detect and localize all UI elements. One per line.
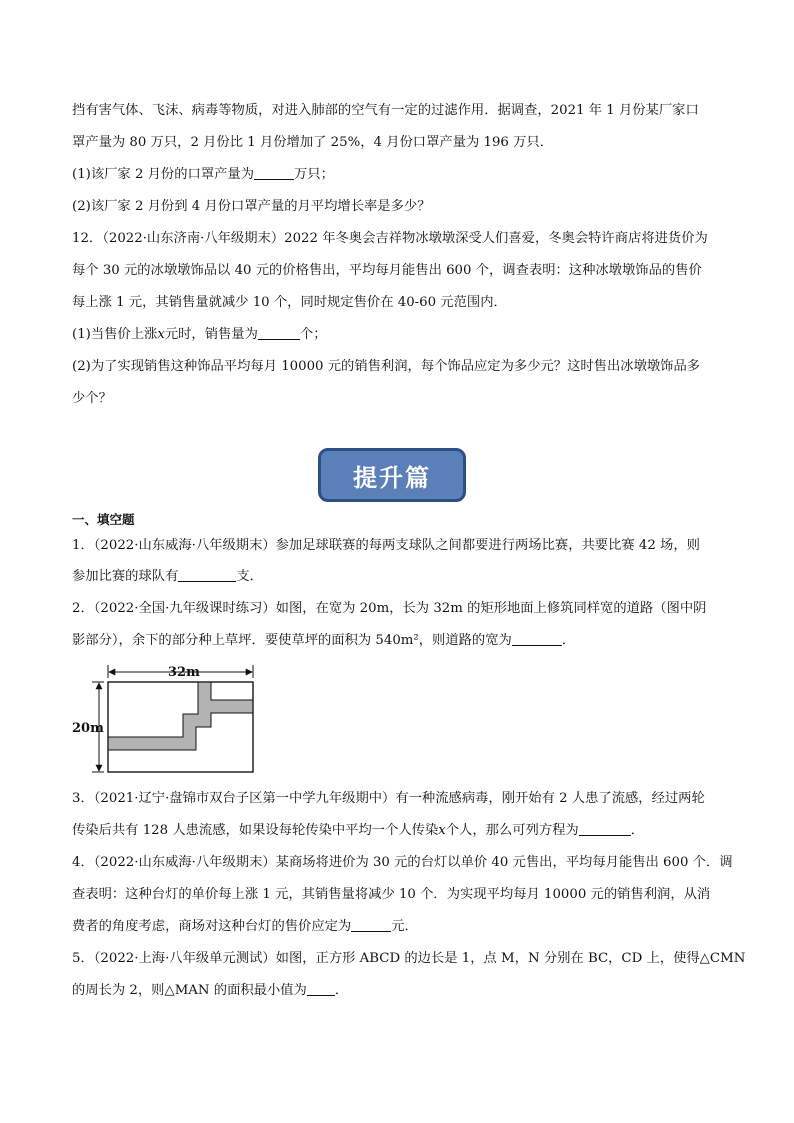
answer-blank (258, 327, 300, 340)
question-text: 参加比赛的球队有 (72, 569, 179, 584)
intro-question-2: (2)该厂家 2 月份到 4 月份口罩产量的月平均增长率是多少？ (72, 199, 431, 214)
problem-12-line-1: 12．（2022·山东济南·八年级期末）2022 年冬奥会吉祥物冰墩墩深受人们喜爱，冬奥会特许商店将进货价为 (72, 231, 708, 246)
problem-1-line-2 (72, 569, 263, 585)
answer-blank (512, 633, 562, 646)
problem-5-line-2 (72, 983, 348, 999)
height-label: 20m (72, 721, 104, 736)
question-text: ． (334, 983, 349, 998)
road-diagram (72, 660, 262, 778)
problem-4-line-3 (72, 919, 418, 935)
problem-2-line-1: 2．（2022·全国·九年级课时练习）如图，在宽为 20m，长为 32m 的矩形地面上修筑同样宽的道路（图中阴 (72, 601, 707, 616)
question-text: 个； (299, 327, 327, 342)
problem-12-question-1 (72, 327, 327, 343)
problem-12-line-2: 每个 30 元的冰墩墩饰品以 40 元的价格售出，平均每月能售出 600 个，调查表明：这种冰墩墩饰品的售价 (72, 263, 702, 278)
problem-12-line-3: 每上涨 1 元，其销售量就减少 10 个，同时规定售价在 40-60 元范围内． (72, 295, 507, 310)
answer-blank (579, 823, 631, 836)
problem-4-line-1: 4．（2022·山东威海·八年级期末）某商场将进价为 30 元的台灯以单价 40 元售出，平均每月能售出 600 个．调 (72, 855, 733, 870)
question-text: 万只； (294, 167, 334, 182)
answer-blank (178, 569, 236, 582)
banner-label: 提升篇 (353, 463, 431, 492)
answer-blank (351, 919, 391, 932)
intro-question-1 (72, 167, 334, 183)
question-text: 支． (236, 569, 263, 584)
intro-line-2: 罩产量为 80 万只，2 月份比 1 月份增加了 25%，4 月份口罩产量为 196 万只． (72, 135, 553, 150)
question-text: 个人，那么可列方程为 (445, 823, 579, 838)
question-text: 影部分），余下的部分种上草坪．要使草坪的面积为 540m²，则道路的宽为 (72, 633, 512, 648)
problem-4-line-2: 查表明：这种台灯的单价每上涨 1 元，其销售量将减少 10 个．为实现平均每月 10000 元的销售利润，从消 (72, 887, 711, 902)
field-rectangle (108, 682, 253, 772)
intro-line-1: 挡有害气体、飞沫、病毒等物质，对进入肺部的空气有一定的过滤作用．据调查，2021 年 1 月份某厂家口 (72, 103, 699, 118)
question-text: (1)当售价上涨 (72, 327, 158, 342)
question-text: 传染后共有 128 人患流感，如果设每轮传染中平均一个人传染 (72, 823, 439, 838)
question-text: 元． (391, 919, 418, 934)
variable: x (438, 823, 446, 838)
width-label: 32m (168, 665, 200, 680)
question-text: ． (561, 633, 576, 648)
question-text: (1)该厂家 2 月份的口罩产量为 (72, 167, 255, 182)
problem-3-line-1: 3．（2021·辽宁·盘锦市双台子区第一中学九年级期中）有一种流感病毒，刚开始有 2 人患了流感，经过两轮 (72, 791, 705, 806)
problem-12-question-2-line-2: 少个？ (72, 391, 112, 406)
problem-5-line-1: 5．（2022·上海·八年级单元测试）如图，正方形 ABCD 的边长是 1，点 M，N 分别在 BC，CD 上，使得△CMN (72, 951, 746, 966)
question-text: ． (630, 823, 645, 838)
question-text: 费者的角度考虑，商场对这种台灯的售价应定为 (72, 919, 352, 934)
variable: x (157, 327, 165, 342)
answer-blank (307, 983, 335, 996)
answer-blank (254, 167, 294, 180)
question-text: 的周长为 2，则△MAN 的面积最小值为 (72, 983, 307, 998)
section-heading: 一、填空题 (72, 512, 135, 527)
problem-2-line-2 (72, 633, 575, 649)
problem-3-line-2 (72, 823, 644, 839)
section-banner (318, 448, 466, 502)
problem-12-question-2-line-1: (2)为了实现销售这种饰品平均每月 10000 元的销售利润，每个饰品应定为多少元？这时售出冰墩墩饰品多 (72, 359, 701, 374)
problem-1-line-1: 1．（2022·山东威海·八年级期末）参加足球联赛的每两支球队之间都要进行两场比赛，共要比赛 42 场，则 (72, 538, 700, 553)
question-text: 元时，销售量为 (164, 327, 258, 342)
